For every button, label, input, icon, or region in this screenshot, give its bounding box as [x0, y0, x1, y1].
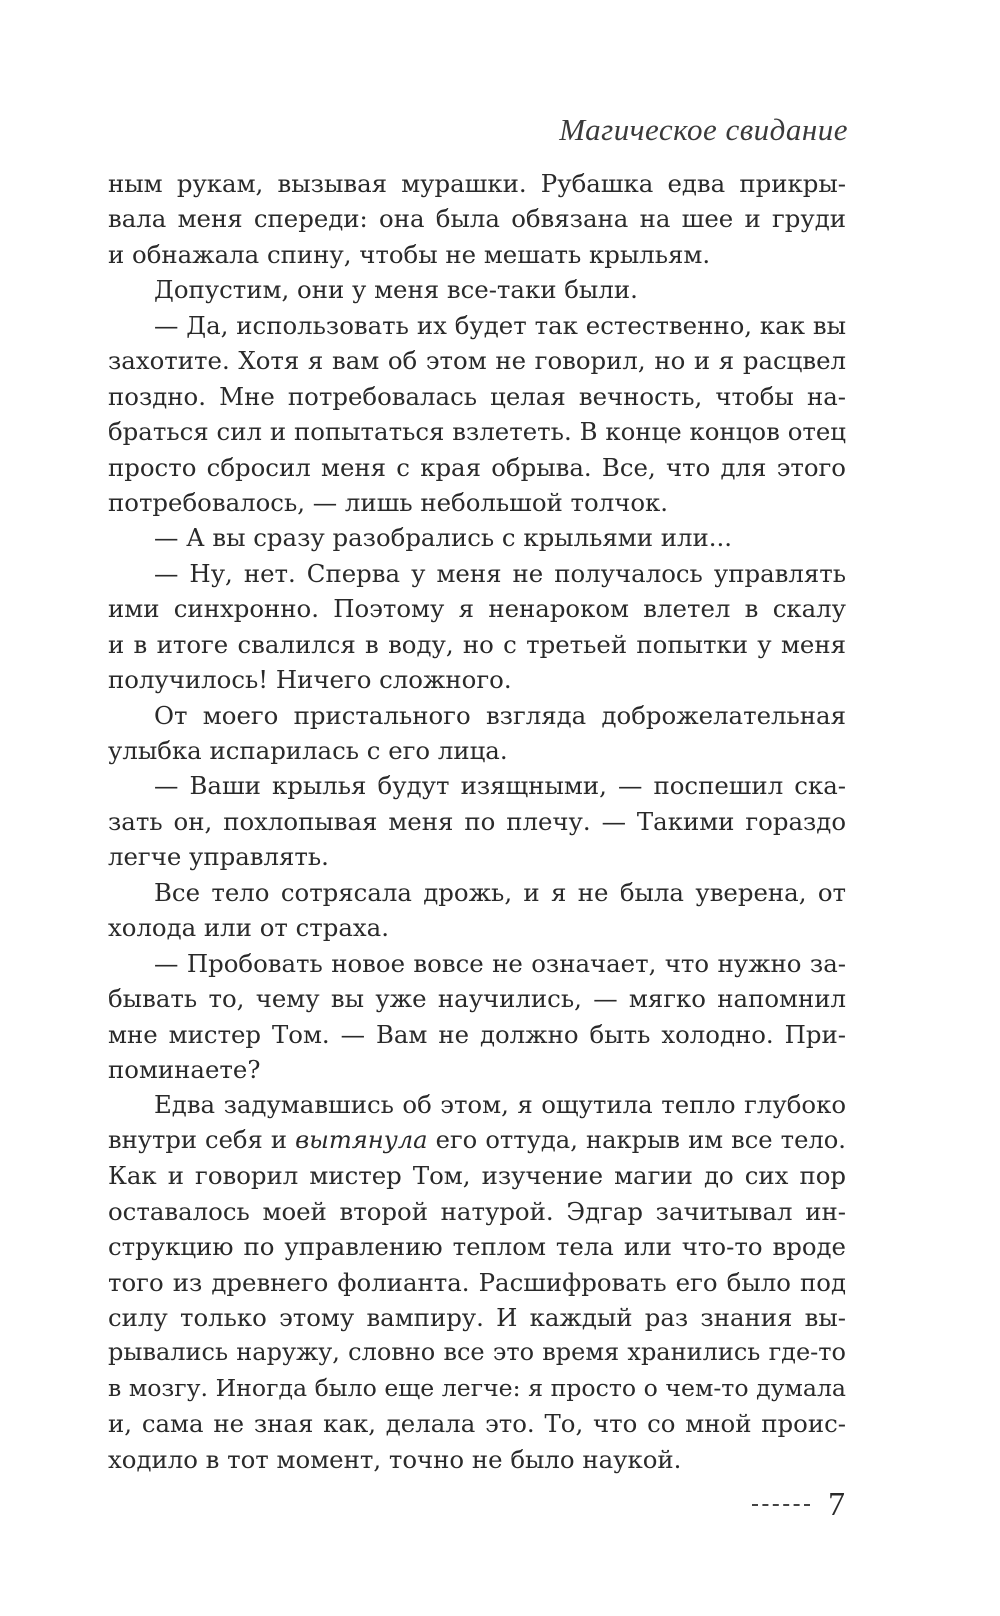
- text-line: легче управлять.: [108, 842, 329, 872]
- text-line: рывались наружу, словно все это время хранились где-то: [108, 1338, 846, 1367]
- text-line: — А вы сразу разобрались с крыльями или...: [154, 523, 733, 553]
- text-line: — Ваши крылья будут изящными, — поспешил ска-: [154, 771, 846, 801]
- text-line: Допустим, они у меня все-таки были.: [154, 275, 638, 305]
- text-line: ими синхронно. Поэтому я ненароком влетел в скалу: [108, 594, 846, 624]
- text-line: вала меня спереди: она была обвязана на шее и груди: [108, 204, 846, 234]
- text-fragment: внутри себя и: [108, 1125, 296, 1154]
- text-line: силу только этому вампиру. И каждый раз знания вы-: [108, 1303, 846, 1332]
- text-line: От моего пристального взгляда доброжелательная: [154, 700, 846, 730]
- text-line: Как и говорил мистер Том, изучение магии до сих пор: [108, 1161, 846, 1191]
- running-title: Магическое свидание: [559, 112, 848, 147]
- text-line: улыбка испарилась с его лица.: [108, 736, 508, 765]
- text-line: — Пробовать новое вовсе не означает, что нужно за-: [154, 948, 846, 978]
- text-line: бывать то, чему вы уже научились, — мягко напомнил: [108, 984, 846, 1014]
- text-line: холода или от страха.: [108, 913, 389, 943]
- text-line: — Да, использовать их будет так естественно, как вы: [154, 310, 846, 340]
- text-line: ходило в тот момент, точно не было наукой.: [108, 1444, 682, 1474]
- text-line: [108, 1123, 846, 1158]
- text-line: Все тело сотрясала дрожь, и я не была уверена, от: [154, 877, 846, 907]
- text-line: и обнажала спину, чтобы не мешать крыльям.: [108, 239, 711, 269]
- text-line: мне мистер Том. — Вам не должно быть холодно. При-: [108, 1019, 846, 1049]
- text-line: Едва задумавшись об этом, я ощутила тепло глубоко: [154, 1090, 846, 1120]
- page-number: 7: [828, 1486, 845, 1523]
- text-line: поминаете?: [108, 1054, 261, 1084]
- text-line: и, сама не зная как, делала это. То, что со мной проис-: [108, 1409, 846, 1439]
- text-line: того из древнего фолианта. Расшифровать его было под: [108, 1267, 846, 1297]
- text-line: потребовалось, — лишь небольшой толчок.: [108, 487, 669, 517]
- text-line: в мозгу. Иногда было еще легче: я просто о чем-то думала: [108, 1373, 846, 1402]
- text-line: оставалось моей второй натурой. Эдгар зачитывал ин-: [108, 1196, 846, 1226]
- text-line: просто сбросил меня с края обрыва. Все, что для этого: [108, 452, 846, 482]
- text-line: и в итоге свалился в воду, но с третьей попытки у меня: [108, 629, 846, 659]
- italic-word: вытянула: [295, 1125, 428, 1154]
- folio-rule: [752, 1504, 810, 1506]
- text-line: струкцию по управлению теплом тела или что-то вроде: [108, 1232, 846, 1262]
- text-line: браться сил и попытаться взлететь. В конце концов отец: [108, 417, 846, 447]
- text-line: поздно. Мне потребовалась целая вечность, чтобы на-: [108, 381, 846, 411]
- body-text: [108, 166, 846, 1477]
- text-fragment: его оттуда, накрыв им все тело.: [427, 1125, 846, 1154]
- text-line: захотите. Хотя я вам об этом не говорил, но и я расцвел: [108, 346, 846, 376]
- text-line: зать он, похлопывая меня по плечу. — Такими гораздо: [108, 806, 846, 836]
- folio: [752, 1486, 845, 1524]
- text-line: — Ну, нет. Сперва у меня не получалось управлять: [154, 558, 846, 588]
- text-line: получилось! Ничего сложного.: [108, 665, 512, 695]
- text-line: ным рукам, вызывая мурашки. Рубашка едва прикры-: [108, 169, 846, 198]
